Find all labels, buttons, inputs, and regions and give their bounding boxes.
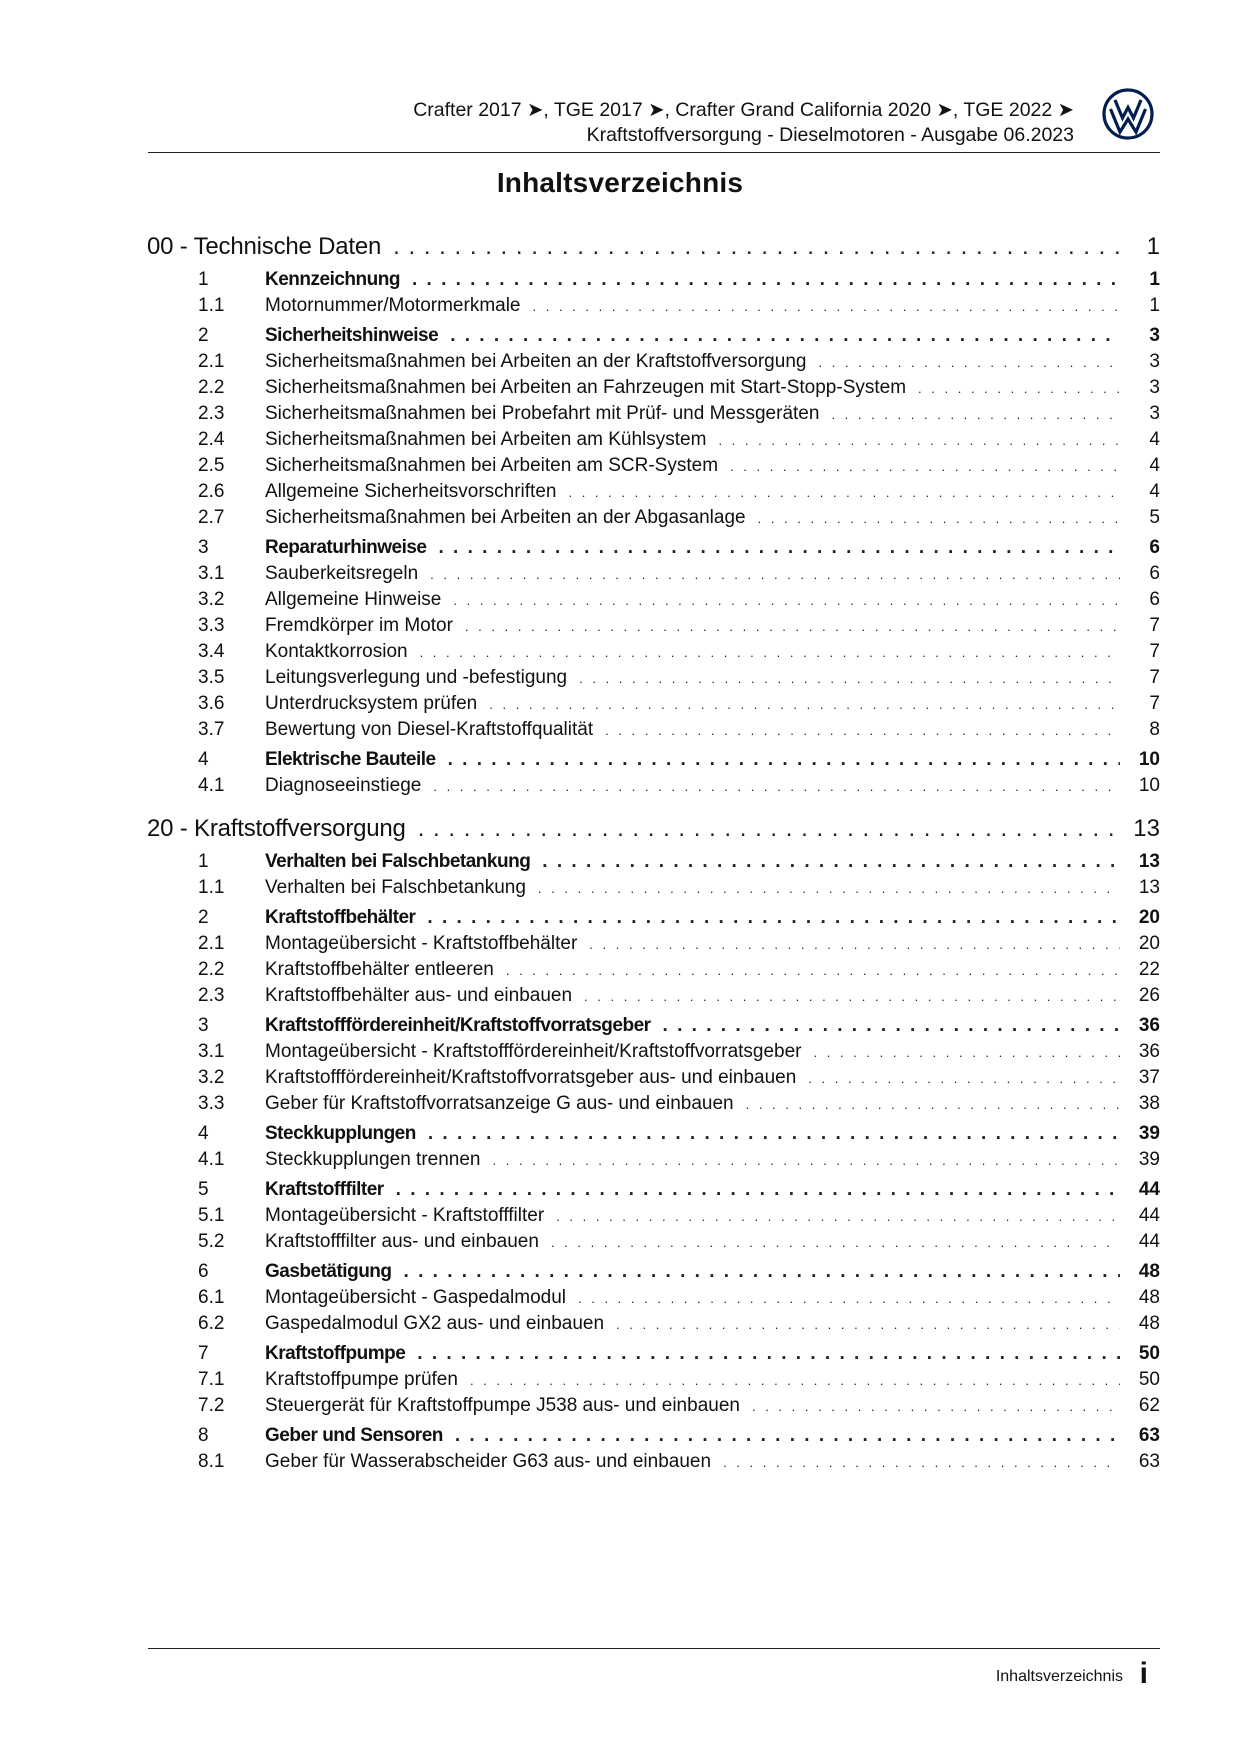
toc-subsection-entry-page: 3 <box>1149 351 1160 372</box>
toc-section-entry-number: 1 <box>198 269 209 290</box>
toc-section-entry-number: 4 <box>198 1123 209 1144</box>
toc-subsection-entry-page: 10 <box>1138 775 1160 796</box>
toc-subsection-entry-page: 48 <box>1138 1287 1160 1308</box>
header-text <box>413 98 1074 148</box>
toc-subsection-entry-number: 3.2 <box>198 589 225 610</box>
toc-section-entry-title: Steckkupplungen <box>265 1123 416 1144</box>
toc-section-entry[interactable] <box>147 267 1160 293</box>
toc-subsection-entry-page: 7 <box>1149 641 1160 662</box>
dot-leader <box>538 876 1120 902</box>
toc-chapter-entry-title: 00 - Technische Daten <box>147 233 382 260</box>
dot-leader <box>430 562 1120 588</box>
dot-leader <box>412 267 1120 293</box>
toc-subsection-entry-page: 36 <box>1138 1041 1160 1062</box>
toc-section-entry-title: Gasbetätigung <box>265 1261 392 1282</box>
toc-subsection-entry-number: 5.1 <box>198 1205 225 1226</box>
toc-section-entry-page: 13 <box>1138 851 1160 872</box>
header-subject: Kraftstoffversorgung - Dieselmotoren - Ausgabe 06.2023 <box>586 124 1074 146</box>
toc-subsection-entry[interactable] <box>147 1203 1160 1229</box>
toc-section-entry-page: 6 <box>1149 537 1160 558</box>
toc-chapter-entry-title: 20 - Kraftstoffversorgung <box>147 815 406 842</box>
toc-subsection-entry-number: 5.2 <box>198 1231 225 1252</box>
toc-section-entry-page: 44 <box>1138 1179 1160 1200</box>
toc-subsection-entry-page: 22 <box>1138 959 1160 980</box>
dot-leader <box>433 774 1120 800</box>
toc-section-entry-title: Sicherheitshinweise <box>265 325 439 346</box>
toc-section-entry-page: 10 <box>1138 749 1160 770</box>
toc-subsection-entry[interactable] <box>147 931 1160 957</box>
dot-leader <box>589 932 1120 958</box>
vw-logo-icon <box>1102 88 1154 140</box>
toc-subsection-entry[interactable] <box>147 375 1160 401</box>
toc-subsection-entry-title: Steuergerät für Kraftstoffpumpe J538 aus- und einbauen <box>265 1395 740 1416</box>
toc-section <box>147 747 1160 799</box>
toc-subsection-entry[interactable] <box>147 717 1160 743</box>
toc-section-entry-page: 20 <box>1138 907 1160 928</box>
toc-subsection-entry-page: 20 <box>1138 933 1160 954</box>
toc-subsection-entry[interactable] <box>147 479 1160 505</box>
dot-leader <box>718 428 1120 454</box>
toc-subsection-entry-page: 4 <box>1149 481 1160 502</box>
dot-leader <box>470 1368 1120 1394</box>
toc-subsection-entry[interactable] <box>147 293 1160 319</box>
toc-subsection-entry-page: 3 <box>1149 403 1160 424</box>
toc-subsection-entry-title: Sicherheitsmaßnahmen bei Arbeiten am SCR-System <box>265 455 719 476</box>
dot-leader <box>663 1013 1120 1039</box>
toc-subsection-entry-title: Sicherheitsmaßnahmen bei Probefahrt mit Prüf- und Messgeräten <box>265 403 820 424</box>
dot-leader <box>420 640 1120 666</box>
toc-section-entry-title: Kraftstofffördereinheit/Kraftstoffvorratsgeber <box>265 1015 651 1036</box>
dot-leader <box>758 506 1120 532</box>
toc-subsection-entry-title: Montageübersicht - Kraftstofffilter <box>265 1205 545 1226</box>
toc-subsection-entry-number: 2.5 <box>198 455 225 476</box>
toc-section-entry-title: Kraftstofffilter <box>265 1179 384 1200</box>
toc-section-entry-title: Kraftstoffbehälter <box>265 907 416 928</box>
dot-leader <box>551 1230 1120 1256</box>
toc-subsection-entry-number: 4.1 <box>198 1149 225 1170</box>
toc-subsection-entry-title: Geber für Wasserabscheider G63 aus- und einbauen <box>265 1451 712 1472</box>
toc-subsection-entry-page: 50 <box>1138 1369 1160 1390</box>
toc-section-entry[interactable] <box>147 1341 1160 1367</box>
toc-subsection-entry-title: Diagnoseeinstiege <box>265 775 422 796</box>
toc-subsection-entry-title: Kraftstofffördereinheit/Kraftstoffvorratsgeber aus- und einbauen <box>265 1067 797 1088</box>
dot-leader <box>584 984 1120 1010</box>
toc-subsection-entry-title: Sicherheitsmaßnahmen bei Arbeiten an der Abgasanlage <box>265 507 746 528</box>
toc-subsection-entry-number: 2.3 <box>198 403 225 424</box>
toc-subsection-entry-page: 13 <box>1138 877 1160 898</box>
toc-subsection-entry-number: 1.1 <box>198 295 225 316</box>
toc-subsection-entry[interactable] <box>147 1367 1160 1393</box>
toc-subsection-entry-page: 7 <box>1149 693 1160 714</box>
toc-subsection-entry-number: 3.1 <box>198 563 225 584</box>
toc-subsection-entry-title: Leitungsverlegung und -befestigung <box>265 667 568 688</box>
toc-subsection-entry-title: Steckkupplungen trennen <box>265 1149 481 1170</box>
toc-subsection-entry-page: 5 <box>1149 507 1160 528</box>
dot-leader <box>453 588 1120 614</box>
toc-section-entry-number: 2 <box>198 907 209 928</box>
toc-section <box>147 535 1160 743</box>
dot-leader <box>542 849 1120 875</box>
toc-subsection-entry[interactable] <box>147 587 1160 613</box>
toc-section-entry-page: 48 <box>1138 1261 1160 1282</box>
table-of-contents <box>147 231 1160 1489</box>
toc-section <box>147 1259 1160 1337</box>
toc-subsection-entry-number: 2.4 <box>198 429 225 450</box>
toc-section-entry-title: Kraftstoffpumpe <box>265 1343 406 1364</box>
toc-subsection-entry-title: Sicherheitsmaßnahmen bei Arbeiten an Fahrzeugen mit Start-Stopp-System <box>265 377 907 398</box>
toc-subsection-entry-number: 2.2 <box>198 959 225 980</box>
dot-leader <box>439 535 1121 561</box>
toc-section-entry[interactable] <box>147 1013 1160 1039</box>
toc-subsection-entry-number: 8.1 <box>198 1451 225 1472</box>
toc-subsection-entry-page: 1 <box>1149 295 1160 316</box>
toc-subsection-entry-page: 7 <box>1149 667 1160 688</box>
toc-subsection-entry-title: Kraftstofffilter aus- und einbauen <box>265 1231 539 1252</box>
toc-subsection-entry-page: 62 <box>1138 1395 1160 1416</box>
toc-section-entry-title: Elektrische Bauteile <box>265 749 436 770</box>
toc-section <box>147 267 1160 319</box>
toc-section-entry-title: Kennzeichnung <box>265 269 400 290</box>
footer-page-number: i <box>1139 1657 1148 1690</box>
toc-subsection-entry-title: Bewertung von Diesel-Kraftstoffqualität <box>265 719 594 740</box>
toc-section-entry-number: 3 <box>198 1015 209 1036</box>
toc-section <box>147 1341 1160 1419</box>
toc-subsection-entry-number: 2.1 <box>198 933 225 954</box>
toc-section-entry-page: 36 <box>1138 1015 1160 1036</box>
toc-subsection-entry[interactable] <box>147 639 1160 665</box>
toc-section-entry-number: 3 <box>198 537 209 558</box>
toc-subsection-entry[interactable] <box>147 665 1160 691</box>
toc-section-entry[interactable] <box>147 1121 1160 1147</box>
toc-subsection-entry-number: 2.3 <box>198 985 225 1006</box>
dot-leader <box>493 1148 1121 1174</box>
dot-leader <box>752 1394 1120 1420</box>
toc-subsection-entry[interactable] <box>147 1449 1160 1475</box>
toc-subsection-entry[interactable] <box>147 1091 1160 1117</box>
toc-subsection-entry-title: Allgemeine Hinweise <box>265 589 442 610</box>
toc-subsection-entry-page: 26 <box>1138 985 1160 1006</box>
toc-section-entry-number: 1 <box>198 851 209 872</box>
toc-subsection-entry-page: 48 <box>1138 1313 1160 1334</box>
toc-subsection-entry-page: 63 <box>1138 1451 1160 1472</box>
toc-subsection-entry-page: 6 <box>1149 589 1160 610</box>
toc-subsection-entry-title: Kraftstoffpumpe prüfen <box>265 1369 458 1390</box>
toc-section-entry[interactable] <box>147 747 1160 773</box>
toc-section-entry[interactable] <box>147 1259 1160 1285</box>
toc-subsection-entry-page: 4 <box>1149 455 1160 476</box>
footer-label: Inhaltsverzeichnis <box>995 1668 1123 1685</box>
toc-subsection-entry[interactable] <box>147 691 1160 717</box>
toc-section-entry[interactable] <box>147 323 1160 349</box>
dot-leader <box>465 614 1120 640</box>
toc-chapter <box>147 231 1160 799</box>
toc-subsection-entry-page: 38 <box>1138 1093 1160 1114</box>
toc-subsection-entry-title: Sauberkeitsregeln <box>265 563 419 584</box>
dot-leader <box>918 376 1120 402</box>
toc-subsection-entry[interactable] <box>147 1065 1160 1091</box>
toc-subsection-entry[interactable] <box>147 1147 1160 1173</box>
header-models: Crafter 2017 ➤, TGE 2017 ➤, Crafter Grand California 2020 ➤, TGE 2022 ➤ <box>413 99 1074 121</box>
toc-subsection-entry-title: Fremdkörper im Motor <box>265 615 453 636</box>
toc-subsection-entry[interactable] <box>147 983 1160 1009</box>
toc-subsection-entry-number: 2.2 <box>198 377 225 398</box>
toc-subsection-entry[interactable] <box>147 1285 1160 1311</box>
toc-section <box>147 323 1160 531</box>
dot-leader <box>578 1286 1120 1312</box>
toc-subsection-entry[interactable] <box>147 957 1160 983</box>
toc-section-entry-page: 39 <box>1138 1123 1160 1144</box>
dot-leader <box>448 747 1120 773</box>
toc-subsection-entry-number: 3.3 <box>198 1093 225 1114</box>
dot-leader <box>808 1066 1120 1092</box>
footer-divider <box>148 1648 1160 1649</box>
toc-subsection-entry-number: 3.5 <box>198 667 225 688</box>
dot-leader <box>404 1259 1120 1285</box>
toc-section-entry-page: 50 <box>1138 1343 1160 1364</box>
toc-subsection-entry-page: 4 <box>1149 429 1160 450</box>
toc-subsection-entry[interactable] <box>147 561 1160 587</box>
toc-subsection-entry[interactable] <box>147 1229 1160 1255</box>
dot-leader <box>418 813 1120 845</box>
toc-subsection-entry-number: 3.4 <box>198 641 225 662</box>
toc-subsection-entry-title: Kontaktkorrosion <box>265 641 408 662</box>
toc-subsection-entry[interactable] <box>147 505 1160 531</box>
toc-section <box>147 1423 1160 1475</box>
dot-leader <box>605 718 1120 744</box>
toc-section-entry[interactable] <box>147 905 1160 931</box>
toc-subsection-entry-number: 4.1 <box>198 775 225 796</box>
toc-subsection-entry-page: 37 <box>1138 1067 1160 1088</box>
dot-leader <box>455 1423 1120 1449</box>
toc-subsection-entry[interactable] <box>147 427 1160 453</box>
toc-subsection-entry[interactable] <box>147 1393 1160 1419</box>
dot-leader <box>579 666 1120 692</box>
toc-section-entry-title: Reparaturhinweise <box>265 537 427 558</box>
toc-subsection-entry-number: 6.2 <box>198 1313 225 1334</box>
toc-subsection-entry-page: 44 <box>1138 1205 1160 1226</box>
page-header <box>148 88 1158 154</box>
toc-section-entry-number: 6 <box>198 1261 209 1282</box>
toc-subsection-entry-title: Unterdrucksystem prüfen <box>265 693 478 714</box>
dot-leader <box>428 1121 1120 1147</box>
toc-subsection-entry-title: Kraftstoffbehälter entleeren <box>265 959 494 980</box>
toc-section <box>147 905 1160 1009</box>
toc-section-entry-number: 8 <box>198 1425 209 1446</box>
toc-subsection-entry-page: 39 <box>1138 1149 1160 1170</box>
toc-subsection-entry-page: 8 <box>1149 719 1160 740</box>
dot-leader <box>489 692 1120 718</box>
toc-section-entry-page: 63 <box>1138 1425 1160 1446</box>
toc-subsection-entry-page: 3 <box>1149 377 1160 398</box>
toc-subsection-entry-number: 7.2 <box>198 1395 225 1416</box>
toc-subsection-entry-page: 44 <box>1138 1231 1160 1252</box>
toc-subsection-entry[interactable] <box>147 1311 1160 1337</box>
toc-subsection-entry-title: Allgemeine Sicherheitsvorschriften <box>265 481 557 502</box>
toc-section <box>147 1121 1160 1173</box>
toc-subsection-entry-page: 6 <box>1149 563 1160 584</box>
toc-subsection-entry-title: Geber für Kraftstoffvorratsanzeige G aus- und einbauen <box>265 1093 734 1114</box>
dot-leader <box>818 350 1120 376</box>
toc-subsection-entry[interactable] <box>147 875 1160 901</box>
toc-section-entry-page: 3 <box>1149 325 1160 346</box>
toc-subsection-entry-number: 2.7 <box>198 507 225 528</box>
toc-subsection-entry-title: Kraftstoffbehälter aus- und einbauen <box>265 985 573 1006</box>
toc-subsection-entry-number: 1.1 <box>198 877 225 898</box>
dot-leader <box>730 454 1120 480</box>
toc-subsection-entry-title: Montageübersicht - Gaspedalmodul <box>265 1287 567 1308</box>
toc-subsection-entry-number: 7.1 <box>198 1369 225 1390</box>
toc-subsection-entry[interactable] <box>147 349 1160 375</box>
dot-leader <box>427 905 1120 931</box>
toc-section-entry[interactable] <box>147 1177 1160 1203</box>
toc-subsection-entry-title: Verhalten bei Falschbetankung <box>265 877 526 898</box>
toc-subsection-entry-number: 3.1 <box>198 1041 225 1062</box>
dot-leader <box>450 323 1120 349</box>
toc-section-entry[interactable] <box>147 849 1160 875</box>
header-divider <box>148 152 1160 153</box>
toc-section-entry-number: 4 <box>198 749 209 770</box>
toc-subsection-entry-number: 3.2 <box>198 1067 225 1088</box>
dot-leader <box>746 1092 1120 1118</box>
toc-chapter-entry[interactable] <box>147 231 1160 263</box>
dot-leader <box>814 1040 1120 1066</box>
toc-subsection-entry[interactable] <box>147 1039 1160 1065</box>
toc-chapter-entry-page: 1 <box>1146 233 1160 260</box>
toc-subsection-entry-number: 2.6 <box>198 481 225 502</box>
dot-leader <box>417 1341 1120 1367</box>
toc-chapter-entry[interactable] <box>147 813 1160 845</box>
dot-leader <box>396 1177 1120 1203</box>
toc-chapter-entry-page: 13 <box>1133 815 1160 842</box>
toc-chapter <box>147 813 1160 1475</box>
toc-subsection-entry-title: Montageübersicht - Kraftstoffbehälter <box>265 933 578 954</box>
toc-section <box>147 849 1160 901</box>
dot-leader <box>568 480 1120 506</box>
toc-section <box>147 1013 1160 1117</box>
toc-subsection-entry-title: Sicherheitsmaßnahmen bei Arbeiten an der Kraftstoffversorgung <box>265 351 807 372</box>
toc-subsection-entry-number: 3.7 <box>198 719 225 740</box>
dot-leader <box>533 294 1121 320</box>
toc-subsection-entry-number: 3.6 <box>198 693 225 714</box>
toc-subsection-entry-number: 2.1 <box>198 351 225 372</box>
toc-subsection-entry-title: Sicherheitsmaßnahmen bei Arbeiten am Kühlsystem <box>265 429 707 450</box>
dot-leader <box>723 1450 1120 1476</box>
toc-section-entry-title: Geber und Sensoren <box>265 1425 443 1446</box>
dot-leader <box>393 231 1120 263</box>
toc-section <box>147 1177 1160 1255</box>
toc-subsection-entry[interactable] <box>147 453 1160 479</box>
toc-section-entry-page: 1 <box>1149 269 1160 290</box>
toc-subsection-entry-page: 7 <box>1149 615 1160 636</box>
toc-section-entry[interactable] <box>147 1423 1160 1449</box>
toc-subsection-entry-title: Gaspedalmodul GX2 aus- und einbauen <box>265 1313 605 1334</box>
dot-leader <box>556 1204 1120 1230</box>
dot-leader <box>506 958 1120 984</box>
toc-section-entry-number: 7 <box>198 1343 209 1364</box>
toc-subsection-entry[interactable] <box>147 613 1160 639</box>
toc-subsection-entry-title: Montageübersicht - Kraftstofffördereinheit/Kraftstoffvorratsgeber <box>265 1041 802 1062</box>
dot-leader <box>616 1312 1120 1338</box>
toc-subsection-entry-number: 6.1 <box>198 1287 225 1308</box>
toc-subsection-entry[interactable] <box>147 401 1160 427</box>
toc-subsection-entry-title: Motornummer/Motormerkmale <box>265 295 521 316</box>
dot-leader <box>831 402 1120 428</box>
toc-section-entry-number: 5 <box>198 1179 209 1200</box>
toc-subsection-entry-number: 3.3 <box>198 615 225 636</box>
toc-section-entry-title: Verhalten bei Falschbetankung <box>265 851 531 872</box>
toc-section-entry[interactable] <box>147 535 1160 561</box>
toc-section-entry-number: 2 <box>198 325 209 346</box>
page-title: Inhaltsverzeichnis <box>496 167 744 198</box>
toc-subsection-entry[interactable] <box>147 773 1160 799</box>
